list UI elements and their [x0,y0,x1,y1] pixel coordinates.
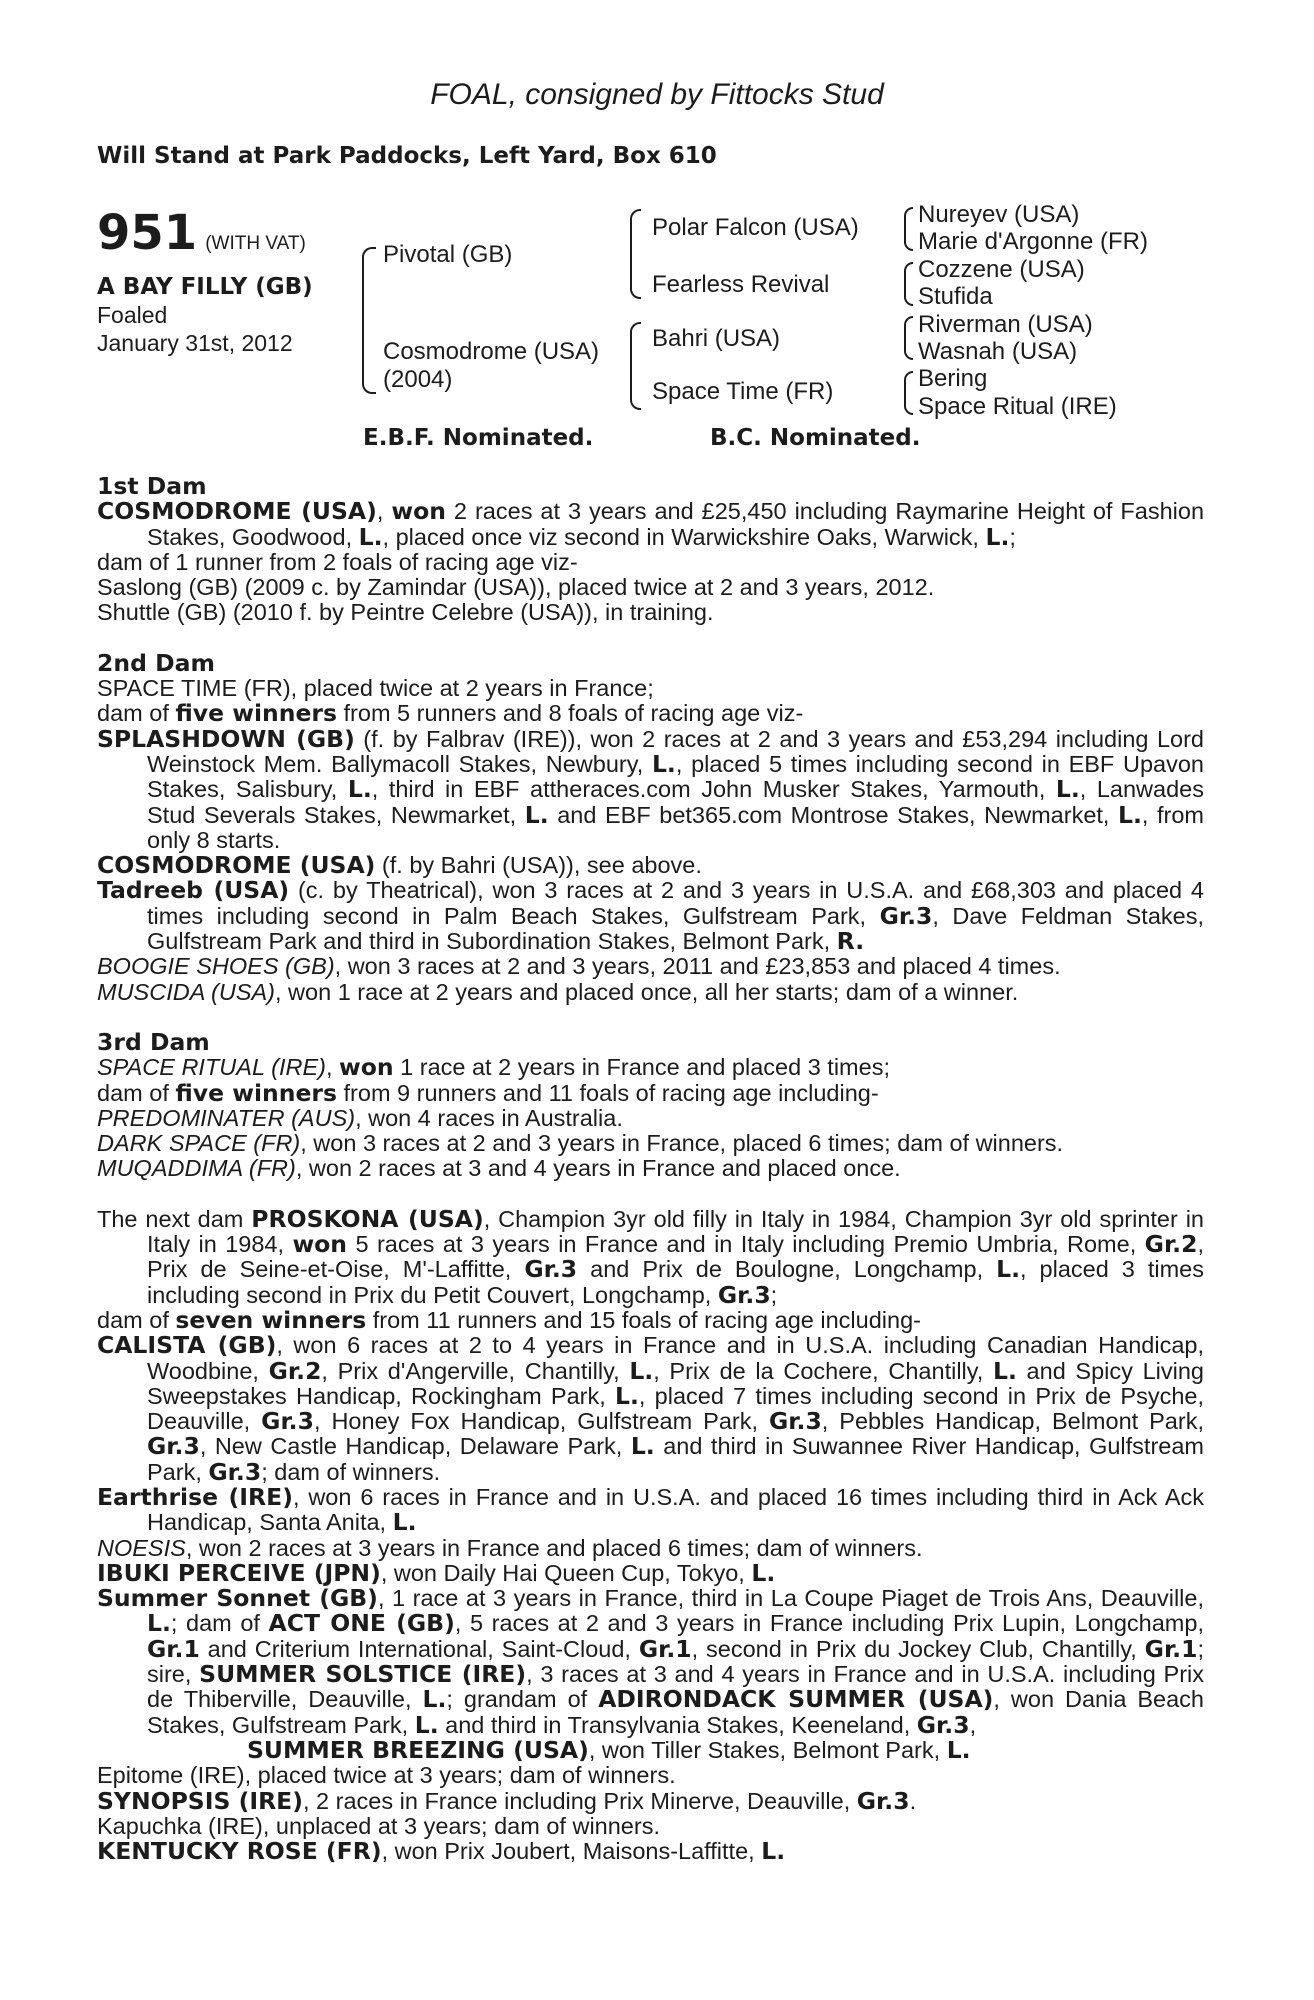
record-text: , Prix d'Angerville, Chantilly, [321,1357,630,1384]
third-dam-produce [97,1078,1204,1107]
record-text: , Champion 3yr old filly in Italy in 1984, Champion 3yr old sprinter in Italy in 1984, [147,1205,1204,1258]
grade-label: Gr.3 [856,1786,910,1815]
listed-label: L. [946,1735,971,1764]
second-dam-heading: 2nd Dam [97,648,215,677]
first-dam-section [97,474,1204,626]
offspring-earthrise [97,1482,1204,1537]
next-dam-record [97,1204,1204,1309]
second-dam-section [97,648,1205,1005]
offspring-calista [97,1333,1204,1485]
winners-count: seven winners [175,1305,367,1334]
horse-name: DARK SPACE (FR) [97,1130,301,1157]
listed-label: L. [630,1432,655,1461]
second-dam-produce [97,701,1204,726]
record-text: , second in Prix du Jockey Club, Chantilly, [691,1635,1145,1662]
grade-label: Gr.3 [879,901,933,930]
record-text: , 3 races at 3 and 4 years in France and in U.S.A. including Prix de Thiberville, Deauville, [147,1661,1204,1713]
listed-label: L. [147,1609,171,1638]
record-text: ; [770,1281,778,1308]
record-text: , placed 5 times including second in EBF Upavon Stakes, Salisbury, [147,750,1204,803]
listed-label: L. [992,1356,1017,1385]
gg-5: Riverman (USA) [918,311,1093,338]
dam-parents-brace [630,322,641,410]
record-text: (f. by Bahri (USA)), see above. [375,852,702,879]
record-text: , won 2 races at 3 and 4 years in France and placed once. [295,1155,901,1182]
listed-label: L. [751,1558,776,1587]
winners-count: five winners [175,1078,337,1107]
gg-brace-1 [904,207,913,251]
record-text: , won 3 races at 2 and 3 years, 2011 and £23,853 and placed 4 times. [334,953,1061,980]
record-text: 1 race at 2 years in France and placed 3 times; [393,1054,890,1081]
next-dam-produce [97,1305,1204,1334]
restricted-label: R. [836,927,865,956]
record-text: ; [1009,523,1016,550]
record-text: from 5 runners and 8 foals of racing age viz- [336,700,804,727]
ebf-nominated: E.B.F. Nominated. [363,425,594,451]
listed-label: L. [1118,800,1142,829]
record-text: (f. by Falbrav (IRE)), won 2 races at 2 and 3 years and £53,294 including Lord Weinstock Mem. Ballymacoll Stakes, Newbury, [147,725,1204,777]
record-text: , won Dania Beach Stakes, Gulfstream Park, [147,1686,1204,1738]
horse-name: NOESIS [97,1534,186,1561]
offspring-synopsis: SYNOPSIS (IRE), 2 races in France including Prix Minerve, Deauville, Gr.3. [97,1786,917,1815]
record-text: , Lanwades Stud Severals Stakes, Newmarket, [147,776,1204,828]
offspring-line: Saslong (GB) (2009 c. by Zamindar (USA)), placed twice at 2 and 3 years, 2012. [97,574,935,601]
dam-year: (2004) [383,366,453,393]
horse-name: SUMMER SOLSTICE (IRE) [199,1660,527,1689]
first-dam-record: COSMODROME (USA), won 2 races at 3 years and £25,450 including Raymarine Height of Fashion Stakes, Goodwood, L., placed once viz second in Warwickshire Oaks, Warwick, L.; [97,497,1205,551]
gg-8: Space Ritual (IRE) [918,393,1117,420]
listed-label: L. [358,522,383,551]
horse-name: MUQADDIMA (FR) [97,1155,296,1182]
horse-name: BOOGIE SHOES (GB) [97,953,335,980]
record-text: and Prix de Boulogne, Longchamp, [577,1256,997,1283]
listed-label: L. [629,1356,654,1385]
foaled-label: Foaled [97,302,168,328]
horse-name: COSMODROME (USA) [97,497,377,526]
lot-description: A BAY FILLY (GB) [97,274,313,300]
gg-2: Marie d'Argonne (FR) [918,228,1148,255]
dam: Cosmodrome (USA) [383,338,600,365]
record-text: dam of [97,1079,176,1106]
listed-label: L. [761,1837,786,1866]
page-title: FOAL, consigned by Fittocks Stud [430,78,884,111]
grade-label: Gr.2 [1144,1230,1198,1259]
offspring-predominater [97,1106,1204,1131]
offspring-summer-breezing [247,1735,1204,1764]
record-text: and EBF bet365.com Montrose Stakes, Newmarket, [548,801,1119,828]
horse-name: ACT ONE (GB) [268,1609,455,1638]
offspring-kentucky-rose [97,1839,1204,1864]
record-text: 5 races at 3 years in France and in Italy including Premio Umbria, Rome, [347,1231,1145,1258]
grade-label: Gr.1 [147,1634,200,1663]
offspring-boogie-shoes [97,954,1204,979]
offspring-kapuchka: Kapuchka (IRE), unplaced at 3 years; dam of winners. [97,1812,660,1839]
record-text: , placed once viz second in Warwickshire Oaks, Warwick, [382,523,986,550]
horse-name: COSMODROME (USA) [97,851,376,880]
grade-label: Gr.3 [208,1457,262,1486]
gg-brace-3 [904,316,913,360]
listed-label: L. [996,1255,1021,1284]
gg-brace-4 [904,371,913,415]
listed-label: L. [414,1710,439,1739]
record-text: , won 4 races in Australia. [355,1104,623,1131]
gg-1: Nureyev (USA) [918,201,1080,228]
record-text: and third in Suwannee River Handicap, Gulfstream Park, [147,1433,1204,1485]
gg-4: Stufida [918,283,993,310]
offspring-cosmodrome [97,853,1204,878]
record-text: , won 3 races at 2 and 3 years in France, placed 6 times; dam of winners. [300,1130,1064,1157]
grade-label: Gr.2 [268,1356,322,1385]
record-text: , placed 3 times including second in Prix du Petit Couvert, Longchamp, [147,1256,1204,1308]
won-label: won [391,497,446,526]
record-text: (c. by Theatrical), won 3 races at 2 and 3 years in U.S.A. and £68,303 and placed 4 times including second in Palm Beach Stakes, Gulfstream Park, [147,877,1204,929]
record-text: , Prix de Seine-et-Oise, M'-Laffitte, [147,1231,1204,1283]
listed-label: L. [392,1508,417,1537]
foaled-date: January 31st, 2012 [97,330,293,356]
grade-label: Gr.3 [916,1710,970,1739]
gg-7: Bering [918,365,988,392]
record-text: from 11 runners and 15 foals of racing age including- [366,1306,921,1333]
grade-label: Gr.3 [768,1407,822,1436]
listed-label: L. [524,800,549,829]
pedigree-brace [362,247,376,394]
sire-sire: Polar Falcon (USA) [652,214,859,241]
sire-parents-brace [630,209,641,299]
horse-name: SYNOPSIS (IRE) [97,1786,303,1815]
sire-dam: Fearless Revival [652,271,830,298]
record-text: , won 1 race at 2 years and placed once, all her starts; dam of a winner. [275,978,1019,1005]
listed-label: L. [1055,775,1080,804]
record-text: , Pebbles Handicap, Belmont Park, [821,1408,1204,1435]
stand-location: Will Stand at Park Paddocks, Left Yard, Box 610 [97,143,717,169]
horse-name: SPACE RITUAL (IRE) [97,1054,326,1081]
record-text: , Honey Fox Handicap, Gulfstream Park, [313,1408,769,1435]
grade-label: Gr.3 [717,1280,771,1309]
horse-name: SPLASHDOWN (GB) [97,724,355,753]
record-text: , third in EBF attheraces.com John Musker Stakes, Yarmouth, [371,776,1056,803]
grade-label: Gr.3 [147,1432,200,1461]
record-text: and Spicy Living Sweepstakes Handicap, Rockingham Park, [147,1357,1204,1409]
second-dam-record: SPACE TIME (FR), placed twice at 2 years in France; [97,675,654,702]
record-text: , New Castle Handicap, Delaware Park, [199,1433,631,1460]
offspring-epitome: Epitome (IRE), placed twice at 3 years; dam of winners. [97,1762,676,1789]
first-dam-heading: 1st Dam [97,472,207,500]
lot-number: 951 [97,205,198,261]
record-text: ; dam of [170,1610,269,1637]
grade-label: Gr.1 [638,1634,692,1663]
winners-count: five winners [175,699,337,728]
offspring-tadreeb [97,878,1204,954]
record-text: , won Prix Joubert, Maisons-Laffitte, [381,1838,762,1865]
record-text: , won 6 races at 2 to 4 years in France and in U.S.A. including Canadian Handicap, Woodbine, [147,1332,1204,1384]
horse-name: CALISTA (GB) [97,1331,277,1360]
horse-name: MUSCIDA (USA) [97,978,275,1005]
offspring-ibuki-perceive [97,1558,1204,1587]
record-text: from 9 runners and 11 foals of racing age including- [336,1079,879,1106]
listed-label: L. [651,749,676,778]
record-text: and third in Transylvania Stakes, Keeneland, [438,1711,917,1738]
record-text: , 5 races at 2 and 3 years in France including Prix Lupin, Longchamp, [454,1610,1204,1637]
horse-name: Earthrise (IRE) [97,1482,293,1511]
horse-name: SUMMER BREEZING (USA) [247,1735,589,1764]
offspring-line: Shuttle (GB) (2010 f. by Peintre Celebre (USA)), in training. [97,599,714,626]
horse-name: IBUKI PERCEIVE (JPN) [97,1558,381,1587]
won-label: won [339,1053,394,1082]
horse-name: ADIRONDACK SUMMER (USA) [598,1685,994,1714]
record-text: dam of [97,700,176,727]
third-dam-section [97,1027,1204,1182]
horse-name: KENTUCKY ROSE (FR) [97,1837,382,1866]
record-text: The next dam [97,1205,252,1232]
grade-label: Gr.3 [524,1255,578,1284]
grade-label: Gr.3 [261,1407,314,1436]
record-text: , Prix de la Cochere, Chantilly, [653,1357,993,1384]
catalogue-body [97,474,1204,1864]
listed-label: L. [422,1685,447,1714]
record-text: , won 2 races at 3 years in France and placed 6 times; dam of winners. [185,1534,923,1561]
bc-nominated: B.C. Nominated. [710,425,921,451]
record-text: ; dam of winners. [261,1458,441,1485]
record-text: , Dave Feldman Stakes, Gulfstream Park and third in Subordination Stakes, Belmont Park, [147,902,1204,955]
first-dam-produce: dam of 1 runner from 2 foals of racing age viz- [97,548,578,575]
foaled-info [97,301,293,357]
record-text: , won 6 races in France and in U.S.A. and placed 16 times including third in Ack Ack Handicap, Santa Anita, [147,1483,1204,1536]
gg-6: Wasnah (USA) [918,338,1078,365]
record-text: 2 races at 3 years and £25,450 including Raymarine Height of Fashion Stakes, Goodwood, [147,498,1205,550]
vat-label: (WITH VAT) [205,233,306,254]
sire: Pivotal (GB) [383,241,513,268]
grade-label: Gr.1 [1144,1634,1198,1663]
third-dam-record: SPACE RITUAL (IRE), won 1 race at 2 years in France and placed 3 times; [97,1053,890,1082]
third-dam-heading: 3rd Dam [97,1027,210,1056]
lot-block [97,205,306,261]
horse-name: Summer Sonnet (GB) [97,1584,378,1613]
next-dam-section [97,1204,1204,1866]
gg-brace-2 [904,262,913,306]
dam-sire: Bahri (USA) [652,325,781,352]
horse-name: Tadreeb (USA) [97,876,290,905]
record-text: , placed 7 times including second in Prix de Psyche, Deauville, [147,1382,1204,1435]
record-text: ; grandam of [446,1686,599,1713]
won-label: won [292,1230,348,1259]
dam-dam: Space Time (FR) [652,378,834,405]
record-text: , 2 races in France including Prix Minerve, Deauville, [302,1787,857,1814]
gg-3: Cozzene (USA) [918,256,1085,283]
offspring-muqaddima [97,1156,1204,1181]
horse-name: PREDOMINATER (AUS) [97,1104,356,1131]
offspring-summer-sonnet: Summer Sonnet (GB), 1 race at 3 years in France, third in La Coupe Piaget de Trois Ans, Deauville, L.; dam of ACT ONE (GB), 5 races at 2 and 3 years in France including Prix Lupin, Longchamp, Gr.1 and Criterium International, Saint-Cloud, Gr.1, second in Prix du Jockey Club, Chantilly, Gr.1; sire, SUMMER SOLSTICE (IRE), 3 races at 3 and 4 years in France and in U.S.A. including Prix de Thiberville, Deauville, L.; grandam of ADIRONDACK SUMMER (USA), won Dania Beach Stakes, Gulfstream Park, L. and third in Transylvania Stakes, Keeneland, Gr.3, [97,1584,1204,1739]
offspring-dark-space [97,1131,1204,1156]
horse-name: PROSKONA (USA) [251,1204,484,1233]
offspring-splashdown [97,724,1205,853]
record-text: dam of [97,1306,176,1333]
listed-label: L. [985,522,1010,551]
record-text: and Criterium International, Saint-Cloud, [199,1635,639,1662]
record-text: , won Daily Hai Queen Cup, Tokyo, [380,1559,752,1586]
record-text: , won Tiller Stakes, Belmont Park, [588,1736,947,1763]
record-text: , 1 race at 3 years in France, third in La Coupe Piaget de Trois Ans, Deauville, [377,1585,1204,1612]
offspring-muscida [97,980,1204,1005]
record-text: ; sire, [147,1635,1204,1688]
record-text: , from only 8 starts. [147,801,1205,853]
offspring-noesis [97,1536,1204,1561]
listed-label: L. [347,775,372,804]
listed-label: L. [614,1381,639,1410]
